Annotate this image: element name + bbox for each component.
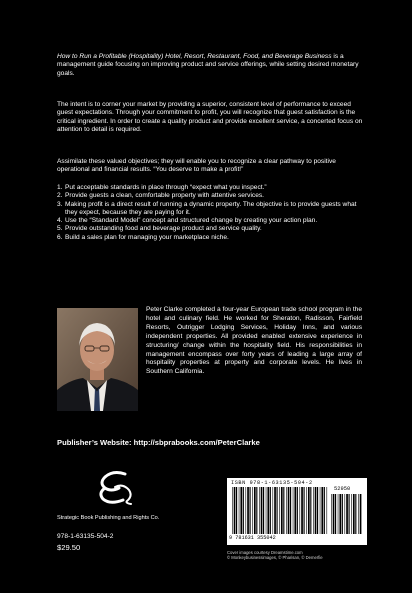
publisher-logo-icon xyxy=(95,468,139,506)
list-item-number: 6. xyxy=(57,233,63,241)
author-photo xyxy=(57,308,138,411)
list-item-text: Provide outstanding food and beverage product and service quality. xyxy=(65,225,262,233)
list-item-text: Provide guests a clean, comfortable property with attentive services. xyxy=(65,192,265,200)
list-item xyxy=(57,192,363,200)
objectives-intro-paragraph xyxy=(57,158,363,175)
credit-line: © Monkeybusinessimages, © Pharisan, © Demerfie xyxy=(227,555,323,561)
barcode-isbn-label: ISBN 978-1-63135-504-2 xyxy=(231,480,313,486)
price: $29.50 xyxy=(57,543,81,552)
barcode-digits: 9 781631 355042 xyxy=(229,535,276,541)
list-item-text: Build a sales plan for managing your marketplace niche. xyxy=(65,233,229,241)
intent-paragraph xyxy=(57,101,363,134)
list-item-number: 1. xyxy=(57,184,63,191)
author-portrait-icon xyxy=(57,308,138,411)
barcode xyxy=(227,478,367,545)
isbn-number: 978-1-63135-504-2 xyxy=(57,533,114,540)
intro-paragraph xyxy=(57,53,363,78)
list-item xyxy=(57,234,363,242)
objectives-list xyxy=(57,184,363,242)
list-item-number: 2. xyxy=(57,192,63,200)
book-title: How to Run a Profitable (Hospitality) Hotel, Resort, Restaurant, Food, and Beverage Business xyxy=(57,53,332,60)
list-item-text: Use the “Standard Model” concept and structured change by creating your action plan. xyxy=(65,217,318,225)
list-item-number: 4. xyxy=(57,217,63,225)
list-item xyxy=(57,201,363,218)
intent-text: The intent is to corner your market by providing a superior, consistent level of performance to exceed guest expectations. Through your commitment to profit, you will recognize that guest satisfaction is the critical ingredient. In order to create a quality product and provide excellent service, a concerted focus on attention to detail is required. xyxy=(57,101,363,133)
list-item xyxy=(57,184,363,192)
list-item-number: 5. xyxy=(57,225,63,233)
objectives-intro-text: Assimilate these valued objectives; they will enable you to recognize a clear pathway to positive operational and financial results. “You deserve to make a profit!” xyxy=(57,158,336,174)
list-item-text: Making profit is a direct result of running a dynamic property. The objective is to provide guests what they expect, because they are paying for it. xyxy=(65,200,357,216)
intro-text: is a management guide focusing on improving product and service offerings, while setting desired monetary goals. xyxy=(57,53,359,77)
image-credits xyxy=(227,550,387,561)
list-item xyxy=(57,217,363,225)
credit-line: Cover images courtesy Dreamstime.com xyxy=(227,550,303,555)
author-bio: Peter Clarke completed a four-year European trade school program in the hotel and culinary field. He worked for Sheraton, Radisson, Fairfield Resorts, Outrigger Lodging Services, Holiday Inns, and various independent properties. All provided enabled extensive experience in structuring/ change within the hospitality field. His responsibilities in management encompass over forty years of leading a large array of hospitality properties at property and corporate levels. He lives in Southern California. xyxy=(146,306,362,376)
list-item-number: 3. xyxy=(57,200,63,208)
list-item-text: Put acceptable standards in place through “expect what you inspect.” xyxy=(65,184,267,191)
publisher-website[interactable]: Publisher’s Website: http://sbprabooks.com/PeterClarke xyxy=(57,438,260,447)
barcode-addon-digits: 52950 xyxy=(334,486,351,492)
barcode-addon-bars-icon xyxy=(331,494,363,534)
publisher-name: Strategic Book Publishing and Rights Co. xyxy=(57,515,160,521)
barcode-bars-icon xyxy=(232,487,328,534)
list-item xyxy=(57,225,363,233)
